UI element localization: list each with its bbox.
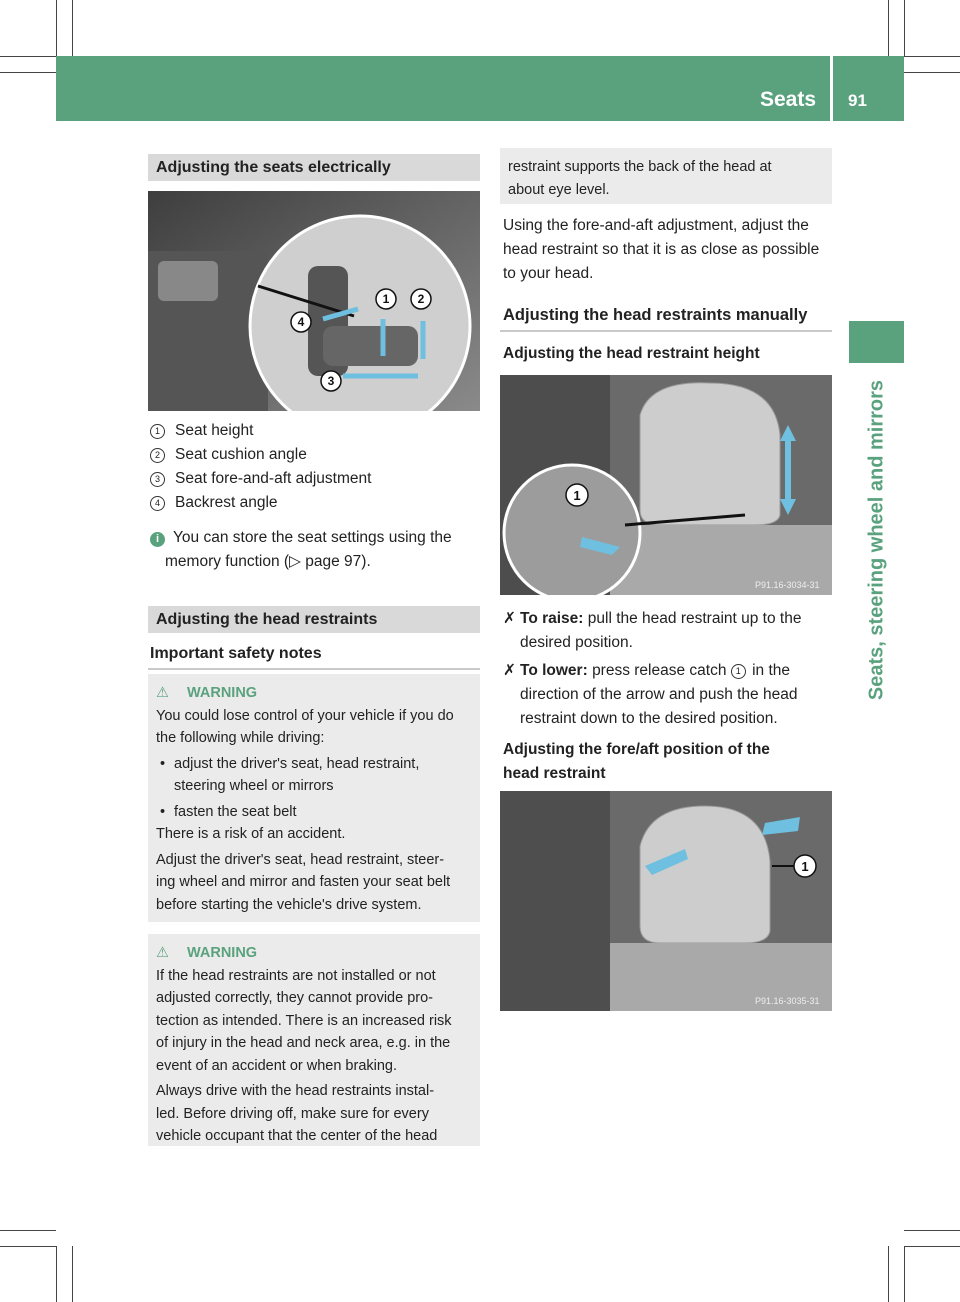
divider bbox=[500, 330, 832, 332]
crop-mark bbox=[904, 72, 960, 73]
legend-item bbox=[150, 419, 480, 443]
legend-label: Seat height bbox=[175, 422, 254, 439]
crop-mark bbox=[0, 1230, 56, 1231]
figure-code: P91.16-3034-31 bbox=[755, 580, 820, 590]
crop-mark bbox=[888, 0, 889, 56]
divider bbox=[148, 668, 480, 670]
warning-text: restraint supports the back of the head at bbox=[508, 159, 772, 175]
callout-2-label: 2 bbox=[417, 292, 425, 306]
legend-label: Seat fore-and-aft adjustment bbox=[175, 470, 372, 487]
subheading-fore-aft bbox=[503, 738, 770, 786]
step-lower bbox=[503, 659, 835, 731]
legend-item bbox=[150, 443, 480, 467]
crop-mark bbox=[904, 0, 905, 56]
warning-risk: There is a risk of an accident. bbox=[156, 826, 346, 842]
legend-number: 3 bbox=[150, 472, 165, 487]
warning-title: WARNING bbox=[187, 685, 258, 701]
step-text: press release catch bbox=[592, 662, 727, 679]
section-heading-head-restraints: Adjusting the head restraints bbox=[148, 606, 480, 633]
crop-mark bbox=[888, 1246, 889, 1302]
step-text: restraint down to the desired position. bbox=[520, 710, 778, 727]
legend-item bbox=[150, 467, 480, 491]
callout-1-label: 1 bbox=[573, 488, 581, 503]
legend-label: Seat cushion angle bbox=[175, 446, 307, 463]
warning-title-row bbox=[156, 942, 472, 965]
chapter-tab bbox=[849, 321, 904, 363]
warning-icon: ⚠ bbox=[156, 945, 169, 961]
callout-3-label: 3 bbox=[327, 374, 335, 388]
paragraph-line: to your head. bbox=[503, 265, 594, 282]
head-restraint-height-figure bbox=[500, 375, 832, 595]
warning-box-1 bbox=[148, 674, 480, 922]
crop-mark bbox=[0, 1246, 56, 1247]
head-restraint-height-illustration bbox=[500, 375, 832, 595]
subheading-line: Adjusting the fore/aft position of the bbox=[503, 741, 770, 758]
figure-code: P91.16-3035-31 bbox=[755, 996, 820, 1006]
callout-ref: 1 bbox=[731, 664, 746, 679]
legend-number: 1 bbox=[150, 424, 165, 439]
instruction-list bbox=[503, 607, 835, 731]
crop-mark bbox=[904, 1230, 960, 1231]
seat-controls-figure bbox=[148, 191, 480, 411]
step-arrow-icon: ✗ bbox=[503, 662, 516, 679]
header-divider bbox=[830, 56, 833, 121]
crop-mark bbox=[56, 1246, 57, 1302]
warning-text: event of an accident or when braking. bbox=[156, 1057, 398, 1074]
subheading-line: head restraint bbox=[503, 765, 606, 782]
crop-mark bbox=[904, 56, 960, 57]
legend-number: 2 bbox=[150, 448, 165, 463]
warning-text: tection as intended. There is an increased risk bbox=[156, 1012, 452, 1029]
warning-text: Adjust the driver's seat, head restraint, steer- bbox=[156, 851, 445, 868]
bullet-text: • adjust the driver's seat, head restraint, bbox=[174, 755, 420, 772]
crop-mark bbox=[904, 1246, 905, 1302]
header-section-title: Seats bbox=[760, 88, 817, 111]
head-restraint-foreaft-illustration bbox=[500, 791, 832, 1011]
subheading-safety: Important safety notes bbox=[150, 645, 322, 662]
info-text-cont: memory function (▷ page 97). bbox=[165, 553, 371, 570]
crop-mark bbox=[72, 0, 73, 56]
step-text: desired position. bbox=[520, 634, 633, 651]
crop-mark bbox=[56, 0, 57, 56]
crop-mark bbox=[904, 1246, 960, 1247]
warning-box-2-cont bbox=[500, 148, 832, 204]
step-raise bbox=[503, 607, 835, 655]
step-label: To lower: bbox=[520, 662, 588, 679]
step-text: direction of the arrow and push the head bbox=[520, 686, 798, 703]
paragraph-line: head restraint so that it is as close as possible bbox=[503, 241, 820, 258]
callout-1-label: 1 bbox=[801, 859, 809, 874]
crop-mark bbox=[72, 1246, 73, 1302]
callout-4-label: 4 bbox=[297, 315, 305, 329]
warning-text: Always drive with the head restraints instal- bbox=[156, 1083, 435, 1099]
warning-text: If the head restraints are not installed or not bbox=[156, 967, 436, 984]
figure-legend bbox=[150, 419, 480, 515]
warning-bullet bbox=[156, 801, 472, 824]
warning-text: vehicle occupant that the center of the head bbox=[156, 1128, 438, 1144]
step-arrow-icon: ✗ bbox=[503, 610, 516, 627]
warning-text: led. Before driving off, make sure for every bbox=[156, 1105, 429, 1122]
section-heading-seats: Adjusting the seats electrically bbox=[148, 154, 480, 181]
paragraph-line: Using the fore-and-aft adjustment, adjust the bbox=[503, 217, 809, 234]
warning-title: WARNING bbox=[187, 945, 258, 961]
warning-text: before starting the vehicle's drive system. bbox=[156, 896, 422, 913]
info-text: You can store the seat settings using the bbox=[173, 529, 452, 546]
warning-box-2 bbox=[148, 934, 480, 1146]
step-text: in the bbox=[752, 662, 791, 679]
warning-icon: ⚠ bbox=[156, 685, 169, 701]
head-restraint-foreaft-figure bbox=[500, 791, 832, 1011]
step-text: pull the head restraint up to the bbox=[587, 610, 802, 627]
legend-number: 4 bbox=[150, 496, 165, 511]
step-label: To raise: bbox=[520, 610, 584, 627]
warning-text: adjusted correctly, they cannot provide pro- bbox=[156, 990, 433, 1006]
info-line bbox=[150, 526, 482, 550]
crop-mark bbox=[0, 72, 56, 73]
info-icon: i bbox=[150, 532, 165, 547]
crop-mark bbox=[0, 56, 56, 57]
heading-manual: Adjusting the head restraints manually bbox=[503, 306, 808, 324]
info-note bbox=[150, 526, 482, 574]
warning-text: You could lose control of your vehicle if you do bbox=[156, 707, 454, 724]
warning-text: ing wheel and mirror and fasten your seat belt bbox=[156, 874, 451, 890]
bullet-text: steering wheel or mirrors bbox=[174, 778, 334, 794]
subheading-height: Adjusting the head restraint height bbox=[503, 345, 760, 362]
warning-text: the following while driving: bbox=[156, 730, 325, 746]
warning-title-row bbox=[156, 682, 472, 705]
legend-label: Backrest angle bbox=[175, 494, 278, 511]
chapter-title: Seats, steering wheel and mirrors bbox=[865, 379, 888, 701]
warning-bullet bbox=[156, 753, 472, 798]
fore-aft-paragraph bbox=[503, 214, 835, 286]
warning-text: of injury in the head and neck area, e.g. in the bbox=[156, 1035, 451, 1051]
page-number: 91 bbox=[848, 91, 867, 110]
seat-controls-illustration bbox=[148, 191, 480, 411]
bullet-text: • fasten the seat belt bbox=[174, 803, 297, 820]
callout-1-label: 1 bbox=[382, 292, 390, 306]
warning-text: about eye level. bbox=[508, 181, 610, 198]
legend-item bbox=[150, 491, 480, 515]
